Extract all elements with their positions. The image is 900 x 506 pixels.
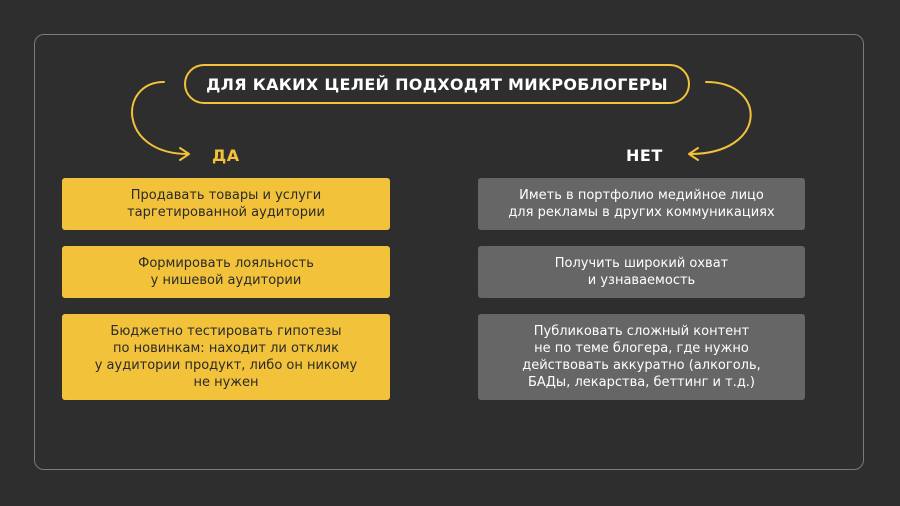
arrow-right-icon [690,82,751,154]
arrow-left-icon [132,82,188,154]
yes-item-2: Формировать лояльность у нишевой аудитории [62,246,390,298]
yes-label: ДА [212,146,240,165]
yes-item-1: Продавать товары и услуги таргетированной аудитории [62,178,390,230]
diagram-title: ДЛЯ КАКИХ ЦЕЛЕЙ ПОДХОДЯТ МИКРОБЛОГЕРЫ [184,64,690,104]
yes-item-3: Бюджетно тестировать гипотезы по новинкам: находит ли отклик у аудитории продукт, либо он никому не нужен [62,314,390,400]
no-label: НЕТ [626,146,663,165]
no-item-2: Получить широкий охват и узнаваемость [478,246,805,298]
no-item-1: Иметь в портфолио медийное лицо для рекламы в других коммуникациях [478,178,805,230]
no-item-3: Публиковать сложный контент не по теме блогера, где нужно действовать аккуратно (алкоголь, БАДы, лекарства, беттинг и т.д.) [478,314,805,400]
